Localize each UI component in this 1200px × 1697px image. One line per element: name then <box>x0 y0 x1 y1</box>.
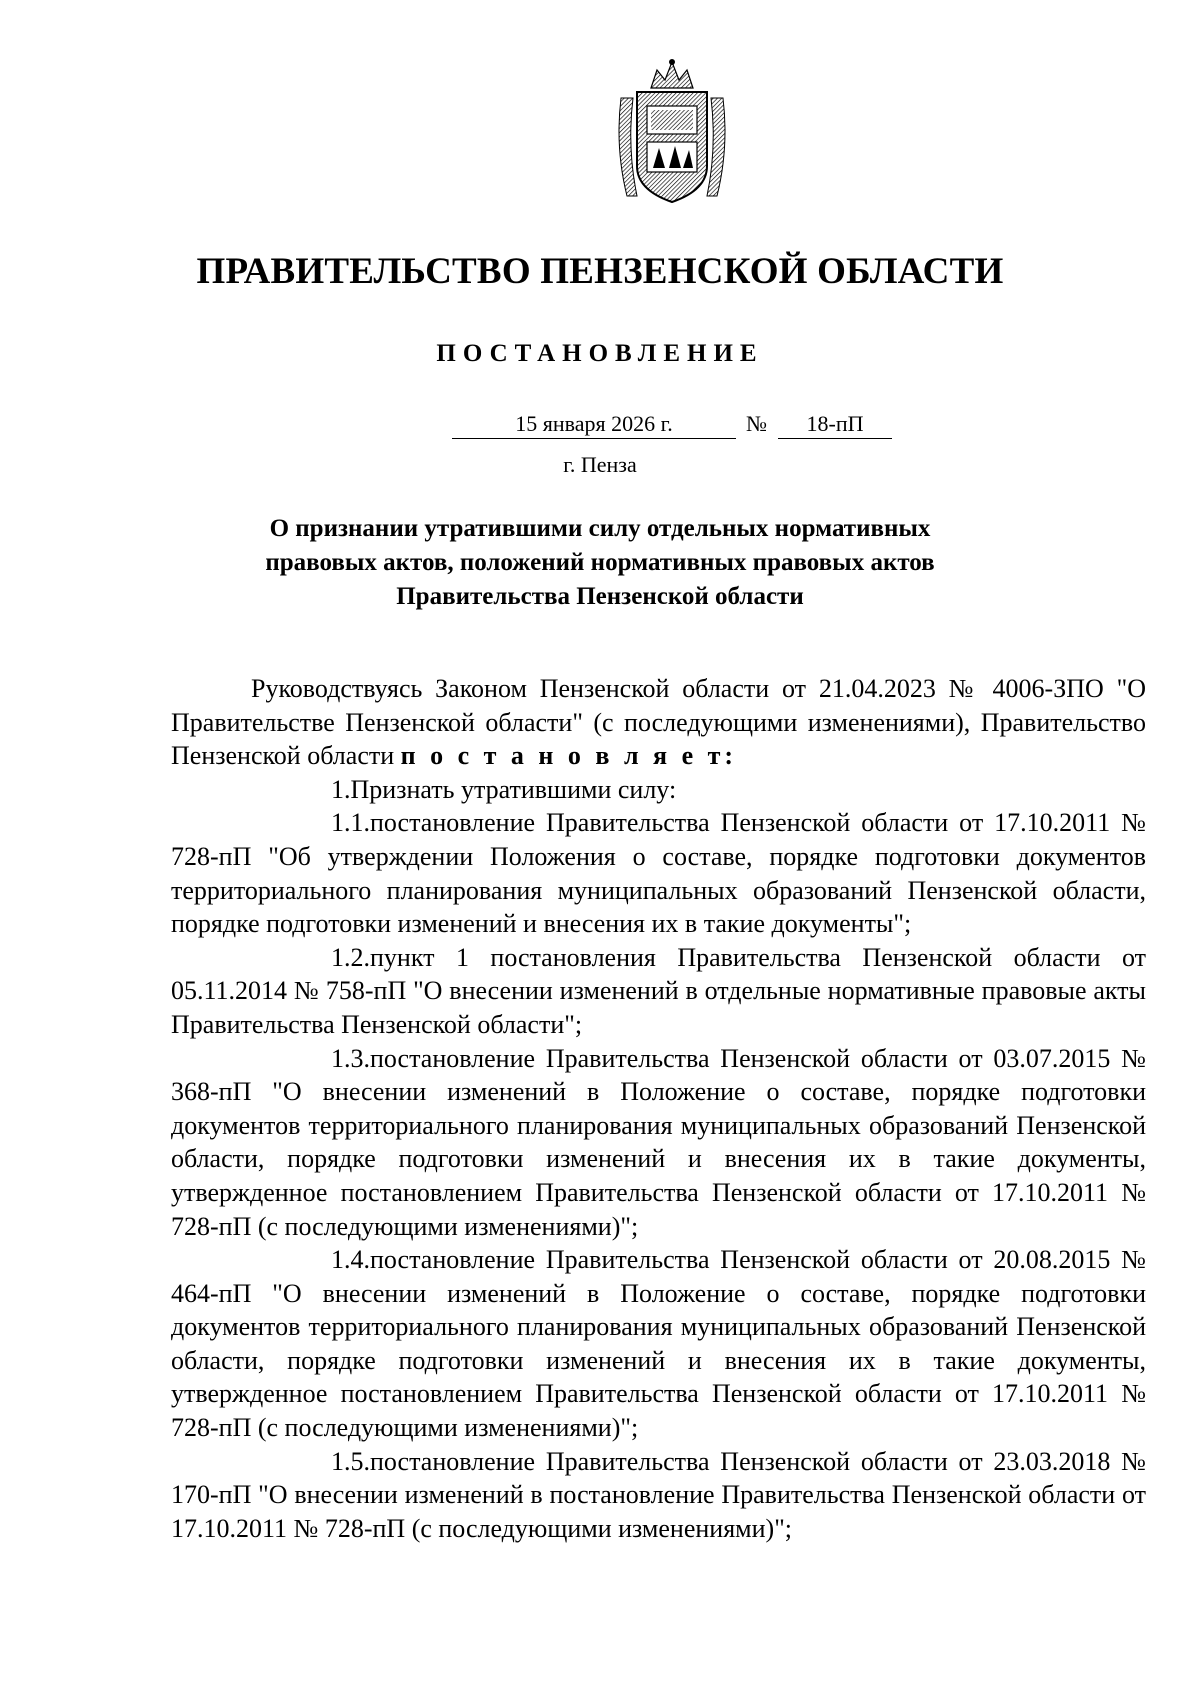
decision-word: п о с т а н о в л я е т: <box>400 741 738 771</box>
document-type: ПОСТАНОВЛЕНИЕ <box>436 340 764 367</box>
clause-1-4 <box>171 1243 1146 1445</box>
clause-text: постановление Правительства Пензенской области от 20.08.2015 № 464-пП "О внесении изменений в Положение о составе, порядке подготовки документов территориального планирования муниципальных образований Пензенской области, порядке подготовки изменений и внесения их в такие документы, утвержденное постановлением Правительства Пензенской области от 17.10.2011 № 728-пП (с последующими изменениями)"; <box>171 1245 1146 1443</box>
preamble-paragraph <box>171 672 1146 773</box>
clause-number: 1.2. <box>331 942 370 972</box>
clause-number: 1.5. <box>331 1446 370 1476</box>
coat-of-arms-emblem <box>613 58 731 208</box>
clause-number: 1.3. <box>331 1043 370 1073</box>
clause-1-5 <box>171 1445 1146 1546</box>
clause-1-3 <box>171 1042 1146 1244</box>
document-body <box>171 672 1146 1545</box>
number-sign: № <box>746 411 767 436</box>
heading-line: О признании утратившими силу отдельных нормативных <box>269 515 931 542</box>
preamble-text: Руководствуясь Законом Пензенской области от 21.04.2023 № 4006-ЗПО "О Правительстве Пензенской области" (с последующими изменениями), Правительство Пензенской области <box>171 674 1146 771</box>
clause-text: постановление Правительства Пензенской области от 03.07.2015 № 368-пП "О внесении изменений в Положение о составе, порядке подготовки документов территориального планирования муниципальных образований Пензенской области, порядке подготовки изменений и внесения их в такие документы, утвержденное постановлением Правительства Пензенской области от 17.10.2011 № 728-пП (с последующими изменениями)"; <box>171 1043 1146 1241</box>
clause-1-2 <box>171 941 1146 1042</box>
clause-number: 1. <box>331 774 351 804</box>
heading-line: правовых актов, положений нормативных правовых актов <box>265 549 935 576</box>
clause-text: Признать утратившими силу: <box>350 774 677 804</box>
document-number: 18-пП <box>778 410 892 439</box>
clause-text: постановление Правительства Пензенской области от 23.03.2018 № 170-пП "О внесении изменений в постановление Правительства Пензенской области от 17.10.2011 № 728-пП (с последующими изменениями)"; <box>171 1446 1146 1543</box>
heading-line: Правительства Пензенской области <box>396 583 804 610</box>
clause-1 <box>171 773 1146 807</box>
clause-text: постановление Правительства Пензенской области от 17.10.2011 № 728-пП "Об утверждении Положения о составе, порядке подготовки документов территориального планирования муниципальных образований Пензенской области, порядке подготовки изменений и внесения их в такие документы"; <box>171 808 1146 939</box>
document-city: г. Пенза <box>563 452 637 477</box>
document-date: 15 января 2026 г. <box>452 410 736 439</box>
document-heading <box>200 512 1000 614</box>
government-title: ПРАВИТЕЛЬСТВО ПЕНЗЕНСКОЙ ОБЛАСТИ <box>196 251 1004 292</box>
clause-number: 1.1. <box>331 808 370 838</box>
clause-text: пункт 1 постановления Правительства Пензенской области от 05.11.2014 № 758-пП "О внесении изменений в отдельные нормативные правовые акты Правительства Пензенской области"; <box>171 942 1146 1039</box>
clause-1-1 <box>171 806 1146 940</box>
clause-number: 1.4. <box>331 1245 370 1275</box>
